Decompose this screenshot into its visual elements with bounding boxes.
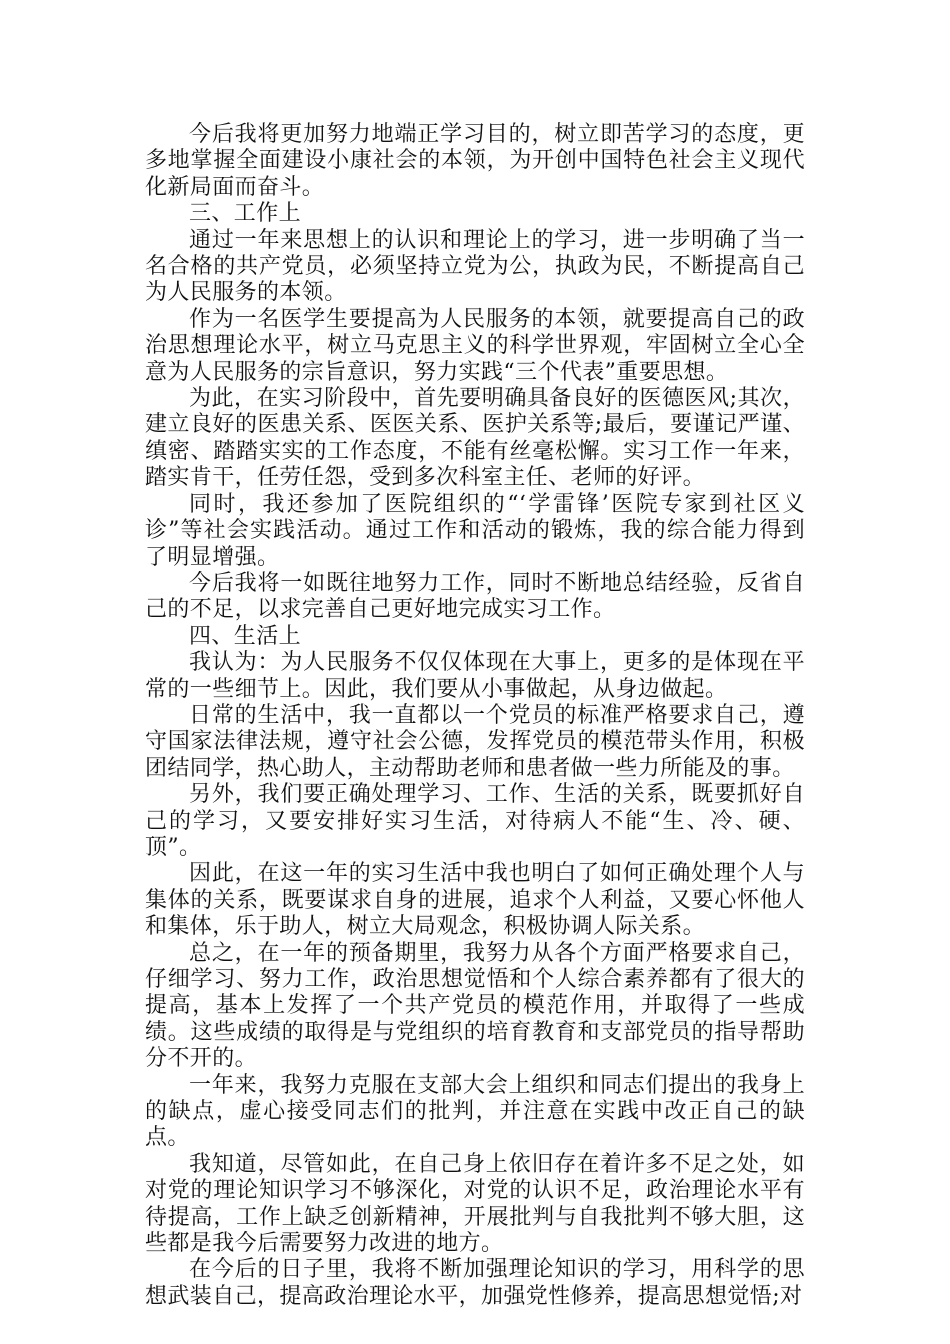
paragraph: 作为一名医学生要提高为人民服务的本领，就要提高自己的政治思想理论水平，树立马克思主义的科学世界观，牢固树立全心全意为人民服务的宗旨意识，努力实践“三个代表”重要思想。: [145, 306, 805, 385]
paragraph: 日常的生活中，我一直都以一个党员的标准严格要求自己，遵守国家法律法规，遵守社会公德，发挥党员的模范带头作用，积极团结同学，热心助人，主动帮助老师和患者做一些力所能及的事。: [145, 702, 805, 781]
paragraph: 一年来，我努力克服在支部大会上组织和同志们提出的我身上的缺点，虚心接受同志们的批判，并注意在实践中改正自己的缺点。: [145, 1072, 805, 1151]
paragraph: 另外，我们要正确处理学习、工作、生活的关系，既要抓好自己的学习，又要安排好实习生活，对待病人不能“生、冷、硬、顶”。: [145, 782, 805, 860]
section-heading: 四、生活上: [189, 623, 302, 649]
paragraph: 为此，在实习阶段中，首先要明确具备良好的医德医风;其次，建立良好的医患关系、医医关系、医护关系等;最后，要谨记严谨、缜密、踏踏实实的工作态度，不能有丝毫松懈。实习工作一年来，踏实肯干，任劳任怨，受到多次科室主任、老师的好评。: [145, 386, 805, 491]
paragraph: 今后我将一如既往地努力工作，同时不断地总结经验，反省自己的不足，以求完善自己更好地完成实习工作。: [145, 570, 805, 623]
paragraph: 通过一年来思想上的认识和理论上的学习，进一步明确了当一名合格的共产党员，必须坚持立党为公，执政为民，不断提高自己为人民服务的本领。: [145, 227, 805, 306]
paragraph: 我认为：为人民服务不仅仅体现在大事上，更多的是体现在平常的一些细节上。因此，我们要从小事做起，从身边做起。: [145, 650, 805, 702]
document-body: [145, 122, 805, 1310]
paragraph: 我知道，尽管如此，在自己身上依旧存在着许多不足之处，如对党的理论知识学习不够深化，对党的认识不足，政治理论水平有待提高，工作上缺乏创新精神，开展批判与自我批判不够大胆，这些都是我今后需要努力改进的地方。: [145, 1151, 805, 1257]
paragraph: 在今后的日子里，我将不断加强理论知识的学习，用科学的思想武装自己，提高政治理论水平，加强党性修养，提高思想觉悟;对: [145, 1257, 805, 1309]
paragraph: 因此，在这一年的实习生活中我也明白了如何正确处理个人与集体的关系，既要谋求自身的进展，追求个人利益，又要心怀他人和集体，乐于助人，树立大局观念，积极协调人际关系。: [145, 861, 805, 940]
paragraph: 同时，我还参加了医院组织的“‘学雷锋’医院专家到社区义诊”等社会实践活动。通过工作和活动的锻炼，我的综合能力得到了明显增强。: [145, 491, 805, 570]
paragraph: 总之，在一年的预备期里，我努力从各个方面严格要求自己，仔细学习、努力工作，政治思想觉悟和个人综合素养都有了很大的提高，基本上发挥了一个共产党员的模范作用，并取得了一些成绩。这些成绩的取得是与党组织的培育教育和支部党员的指导帮助分不开的。: [145, 940, 805, 1072]
section-heading: 三、工作上: [189, 201, 302, 227]
paragraph: 今后我将更加努力地端正学习目的，树立即苦学习的态度，更多地掌握全面建设小康社会的本领，为开创中国特色社会主义现代化新局面而奋斗。: [145, 122, 805, 200]
